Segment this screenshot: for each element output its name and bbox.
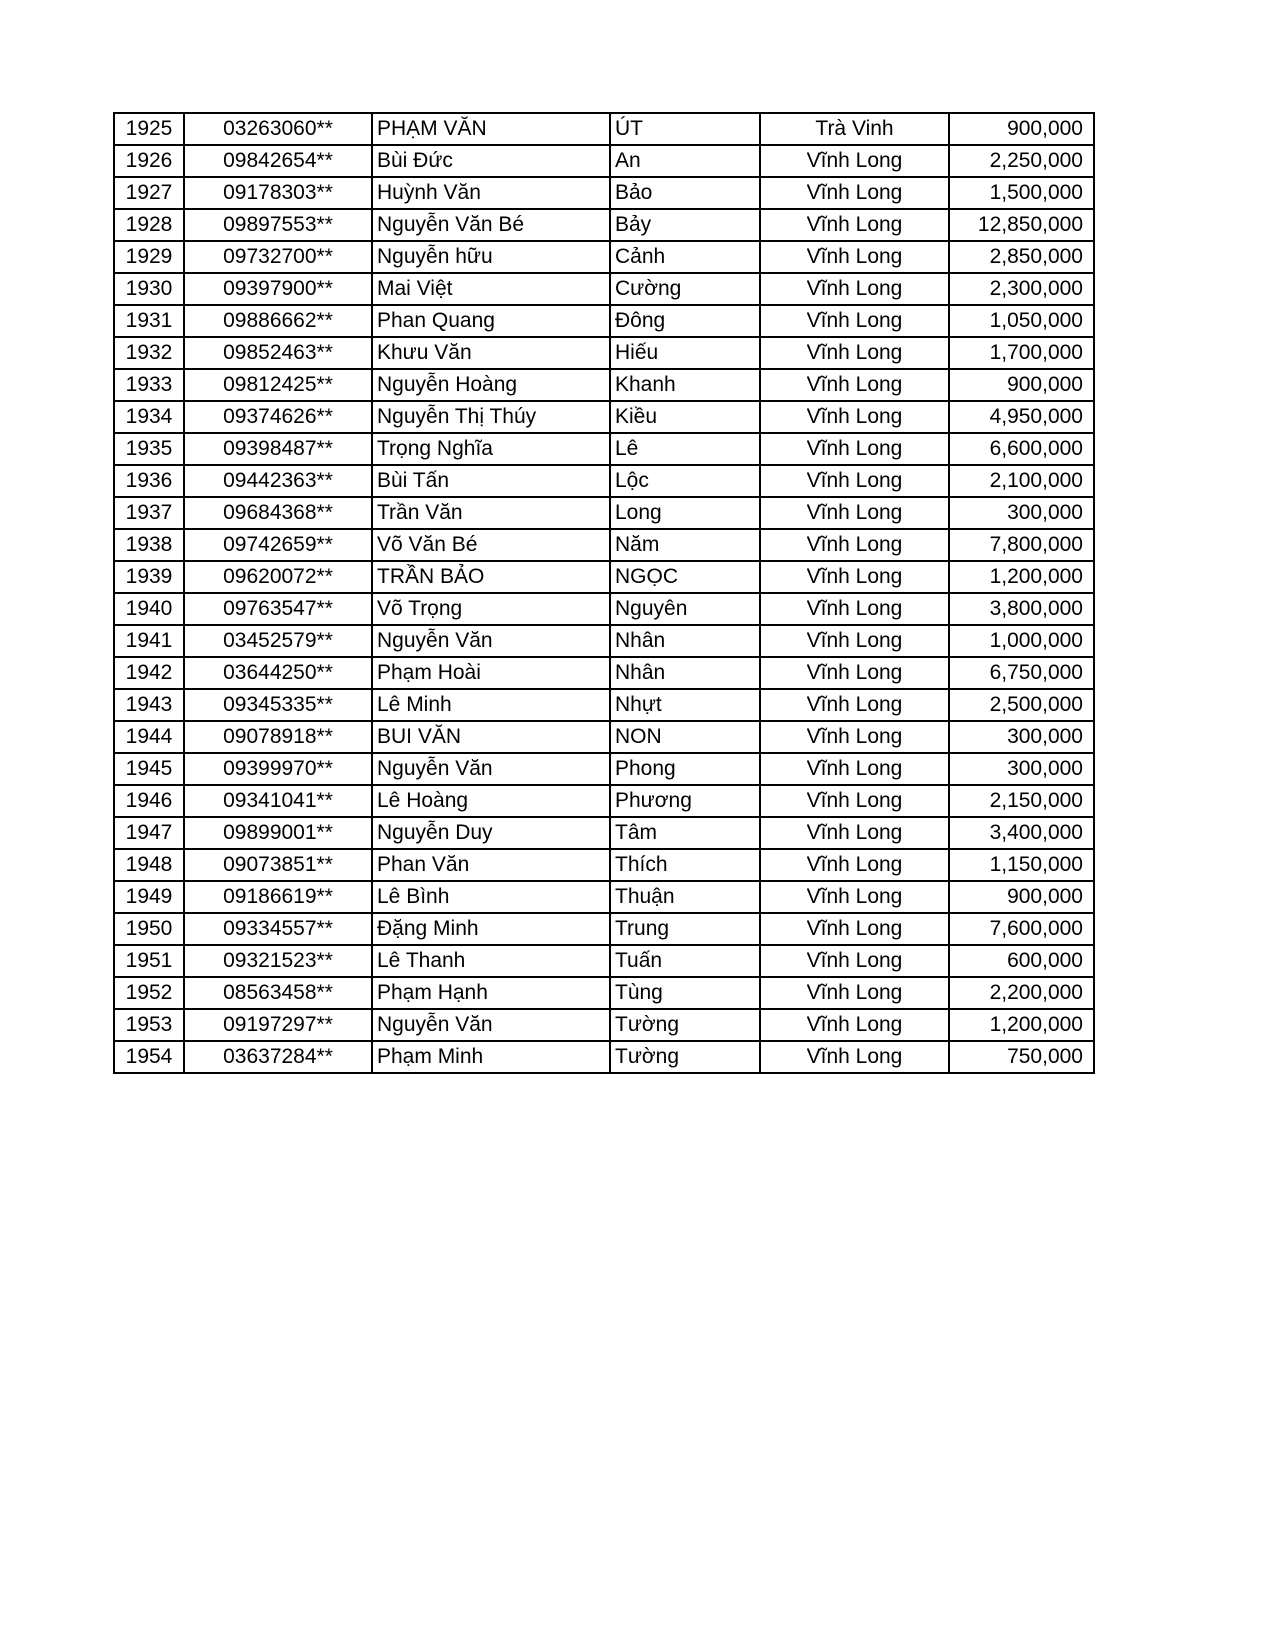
last-name-cell: Nguyễn hữu xyxy=(372,241,610,273)
first-name-cell: Kiều xyxy=(610,401,760,433)
last-name-cell: Nguyễn Văn Bé xyxy=(372,209,610,241)
last-name-cell: Bùi Đức xyxy=(372,145,610,177)
province-cell: Vĩnh Long xyxy=(760,817,949,849)
province-cell: Vĩnh Long xyxy=(760,145,949,177)
last-name-cell: Trần Văn xyxy=(372,497,610,529)
table-row xyxy=(114,913,1094,945)
row-number-cell: 1951 xyxy=(114,945,184,977)
phone-number-cell: 09763547** xyxy=(184,593,372,625)
row-number-cell: 1949 xyxy=(114,881,184,913)
row-number-cell: 1925 xyxy=(114,113,184,145)
amount-cell: 7,600,000 xyxy=(949,913,1094,945)
first-name-cell: NGỌC xyxy=(610,561,760,593)
last-name-cell: Phạm Minh xyxy=(372,1041,610,1073)
amount-cell: 2,500,000 xyxy=(949,689,1094,721)
row-number-cell: 1931 xyxy=(114,305,184,337)
phone-number-cell: 09442363** xyxy=(184,465,372,497)
phone-number-cell: 03637284** xyxy=(184,1041,372,1073)
amount-cell: 2,250,000 xyxy=(949,145,1094,177)
amount-cell: 6,750,000 xyxy=(949,657,1094,689)
row-number-cell: 1933 xyxy=(114,369,184,401)
last-name-cell: Nguyễn Hoàng xyxy=(372,369,610,401)
table-row xyxy=(114,689,1094,721)
amount-cell: 1,000,000 xyxy=(949,625,1094,657)
table-row xyxy=(114,145,1094,177)
last-name-cell: Nguyễn Văn xyxy=(372,753,610,785)
table-row xyxy=(114,817,1094,849)
last-name-cell: Lê Bình xyxy=(372,881,610,913)
amount-cell: 300,000 xyxy=(949,497,1094,529)
first-name-cell: Bảo xyxy=(610,177,760,209)
table-row xyxy=(114,113,1094,145)
province-cell: Vĩnh Long xyxy=(760,305,949,337)
last-name-cell: Đặng Minh xyxy=(372,913,610,945)
phone-number-cell: 09812425** xyxy=(184,369,372,401)
amount-cell: 7,800,000 xyxy=(949,529,1094,561)
table-row xyxy=(114,977,1094,1009)
province-cell: Vĩnh Long xyxy=(760,945,949,977)
table-row xyxy=(114,497,1094,529)
amount-cell: 1,700,000 xyxy=(949,337,1094,369)
phone-number-cell: 03263060** xyxy=(184,113,372,145)
first-name-cell: Nhân xyxy=(610,657,760,689)
row-number-cell: 1941 xyxy=(114,625,184,657)
first-name-cell: Năm xyxy=(610,529,760,561)
row-number-cell: 1942 xyxy=(114,657,184,689)
table-row xyxy=(114,465,1094,497)
first-name-cell: Khanh xyxy=(610,369,760,401)
province-cell: Vĩnh Long xyxy=(760,977,949,1009)
table-row xyxy=(114,241,1094,273)
first-name-cell: ÚT xyxy=(610,113,760,145)
table-row xyxy=(114,593,1094,625)
phone-number-cell: 09073851** xyxy=(184,849,372,881)
last-name-cell: Trọng Nghĩa xyxy=(372,433,610,465)
province-cell: Vĩnh Long xyxy=(760,593,949,625)
first-name-cell: Bảy xyxy=(610,209,760,241)
phone-number-cell: 09178303** xyxy=(184,177,372,209)
province-cell: Vĩnh Long xyxy=(760,785,949,817)
last-name-cell: Khưu Văn xyxy=(372,337,610,369)
first-name-cell: Long xyxy=(610,497,760,529)
amount-cell: 750,000 xyxy=(949,1041,1094,1073)
province-cell: Vĩnh Long xyxy=(760,209,949,241)
row-number-cell: 1940 xyxy=(114,593,184,625)
first-name-cell: Phong xyxy=(610,753,760,785)
province-cell: Vĩnh Long xyxy=(760,625,949,657)
province-cell: Vĩnh Long xyxy=(760,753,949,785)
table-body xyxy=(114,113,1094,1073)
last-name-cell: Võ Trọng xyxy=(372,593,610,625)
table-row xyxy=(114,849,1094,881)
province-cell: Vĩnh Long xyxy=(760,433,949,465)
last-name-cell: TRẦN BẢO xyxy=(372,561,610,593)
row-number-cell: 1945 xyxy=(114,753,184,785)
row-number-cell: 1927 xyxy=(114,177,184,209)
province-cell: Vĩnh Long xyxy=(760,657,949,689)
row-number-cell: 1953 xyxy=(114,1009,184,1041)
table-row xyxy=(114,561,1094,593)
row-number-cell: 1948 xyxy=(114,849,184,881)
province-cell: Vĩnh Long xyxy=(760,1009,949,1041)
row-number-cell: 1939 xyxy=(114,561,184,593)
phone-number-cell: 09186619** xyxy=(184,881,372,913)
last-name-cell: Nguyễn Thị Thúy xyxy=(372,401,610,433)
first-name-cell: Cường xyxy=(610,273,760,305)
phone-number-cell: 03452579** xyxy=(184,625,372,657)
row-number-cell: 1929 xyxy=(114,241,184,273)
first-name-cell: Nguyên xyxy=(610,593,760,625)
row-number-cell: 1952 xyxy=(114,977,184,1009)
amount-cell: 12,850,000 xyxy=(949,209,1094,241)
table-row xyxy=(114,177,1094,209)
phone-number-cell: 09078918** xyxy=(184,721,372,753)
province-cell: Vĩnh Long xyxy=(760,369,949,401)
province-cell: Vĩnh Long xyxy=(760,273,949,305)
first-name-cell: An xyxy=(610,145,760,177)
phone-number-cell: 09852463** xyxy=(184,337,372,369)
last-name-cell: Bùi Tấn xyxy=(372,465,610,497)
row-number-cell: 1930 xyxy=(114,273,184,305)
last-name-cell: Huỳnh Văn xyxy=(372,177,610,209)
first-name-cell: Thích xyxy=(610,849,760,881)
amount-cell: 1,200,000 xyxy=(949,1009,1094,1041)
phone-number-cell: 09886662** xyxy=(184,305,372,337)
amount-cell: 300,000 xyxy=(949,721,1094,753)
last-name-cell: Nguyễn Duy xyxy=(372,817,610,849)
last-name-cell: Phan Văn xyxy=(372,849,610,881)
first-name-cell: Trung xyxy=(610,913,760,945)
first-name-cell: Tâm xyxy=(610,817,760,849)
table-row xyxy=(114,337,1094,369)
amount-cell: 1,200,000 xyxy=(949,561,1094,593)
table-row xyxy=(114,369,1094,401)
row-number-cell: 1954 xyxy=(114,1041,184,1073)
table-row xyxy=(114,657,1094,689)
phone-number-cell: 09397900** xyxy=(184,273,372,305)
row-number-cell: 1935 xyxy=(114,433,184,465)
amount-cell: 1,150,000 xyxy=(949,849,1094,881)
first-name-cell: NON xyxy=(610,721,760,753)
table-row xyxy=(114,433,1094,465)
phone-number-cell: 09684368** xyxy=(184,497,372,529)
first-name-cell: Lộc xyxy=(610,465,760,497)
province-cell: Trà Vinh xyxy=(760,113,949,145)
amount-cell: 300,000 xyxy=(949,753,1094,785)
first-name-cell: Tường xyxy=(610,1041,760,1073)
last-name-cell: Nguyễn Văn xyxy=(372,1009,610,1041)
row-number-cell: 1950 xyxy=(114,913,184,945)
amount-cell: 1,050,000 xyxy=(949,305,1094,337)
table-row xyxy=(114,785,1094,817)
phone-number-cell: 09345335** xyxy=(184,689,372,721)
province-cell: Vĩnh Long xyxy=(760,881,949,913)
first-name-cell: Nhựt xyxy=(610,689,760,721)
table-row xyxy=(114,209,1094,241)
row-number-cell: 1946 xyxy=(114,785,184,817)
province-cell: Vĩnh Long xyxy=(760,401,949,433)
amount-cell: 2,100,000 xyxy=(949,465,1094,497)
amount-cell: 1,500,000 xyxy=(949,177,1094,209)
phone-number-cell: 09897553** xyxy=(184,209,372,241)
amount-cell: 600,000 xyxy=(949,945,1094,977)
table-row xyxy=(114,945,1094,977)
last-name-cell: Lê Minh xyxy=(372,689,610,721)
province-cell: Vĩnh Long xyxy=(760,689,949,721)
first-name-cell: Nhân xyxy=(610,625,760,657)
province-cell: Vĩnh Long xyxy=(760,497,949,529)
amount-cell: 2,300,000 xyxy=(949,273,1094,305)
table-row xyxy=(114,305,1094,337)
phone-number-cell: 09399970** xyxy=(184,753,372,785)
row-number-cell: 1938 xyxy=(114,529,184,561)
first-name-cell: Lê xyxy=(610,433,760,465)
last-name-cell: Phạm Hạnh xyxy=(372,977,610,1009)
data-table xyxy=(113,112,1095,1074)
row-number-cell: 1934 xyxy=(114,401,184,433)
province-cell: Vĩnh Long xyxy=(760,465,949,497)
first-name-cell: Tuấn xyxy=(610,945,760,977)
last-name-cell: Phạm Hoài xyxy=(372,657,610,689)
amount-cell: 2,200,000 xyxy=(949,977,1094,1009)
phone-number-cell: 09899001** xyxy=(184,817,372,849)
first-name-cell: Thuận xyxy=(610,881,760,913)
phone-number-cell: 09842654** xyxy=(184,145,372,177)
amount-cell: 900,000 xyxy=(949,113,1094,145)
last-name-cell: Võ Văn Bé xyxy=(372,529,610,561)
phone-number-cell: 09742659** xyxy=(184,529,372,561)
first-name-cell: Tùng xyxy=(610,977,760,1009)
phone-number-cell: 09732700** xyxy=(184,241,372,273)
table-row xyxy=(114,625,1094,657)
amount-cell: 4,950,000 xyxy=(949,401,1094,433)
phone-number-cell: 09321523** xyxy=(184,945,372,977)
row-number-cell: 1928 xyxy=(114,209,184,241)
row-number-cell: 1947 xyxy=(114,817,184,849)
phone-number-cell: 09374626** xyxy=(184,401,372,433)
row-number-cell: 1936 xyxy=(114,465,184,497)
first-name-cell: Hiếu xyxy=(610,337,760,369)
table-row xyxy=(114,881,1094,913)
first-name-cell: Cảnh xyxy=(610,241,760,273)
phone-number-cell: 08563458** xyxy=(184,977,372,1009)
table-row xyxy=(114,1009,1094,1041)
table-row xyxy=(114,1041,1094,1073)
amount-cell: 6,600,000 xyxy=(949,433,1094,465)
amount-cell: 3,400,000 xyxy=(949,817,1094,849)
row-number-cell: 1937 xyxy=(114,497,184,529)
province-cell: Vĩnh Long xyxy=(760,177,949,209)
first-name-cell: Đông xyxy=(610,305,760,337)
phone-number-cell: 09197297** xyxy=(184,1009,372,1041)
province-cell: Vĩnh Long xyxy=(760,913,949,945)
phone-number-cell: 09398487** xyxy=(184,433,372,465)
table-row xyxy=(114,529,1094,561)
table-row xyxy=(114,401,1094,433)
last-name-cell: Phan Quang xyxy=(372,305,610,337)
table-row xyxy=(114,273,1094,305)
amount-cell: 3,800,000 xyxy=(949,593,1094,625)
phone-number-cell: 09341041** xyxy=(184,785,372,817)
row-number-cell: 1944 xyxy=(114,721,184,753)
last-name-cell: Lê Thanh xyxy=(372,945,610,977)
province-cell: Vĩnh Long xyxy=(760,849,949,881)
province-cell: Vĩnh Long xyxy=(760,241,949,273)
last-name-cell: PHẠM VĂN xyxy=(372,113,610,145)
province-cell: Vĩnh Long xyxy=(760,561,949,593)
first-name-cell: Phương xyxy=(610,785,760,817)
amount-cell: 2,850,000 xyxy=(949,241,1094,273)
province-cell: Vĩnh Long xyxy=(760,1041,949,1073)
phone-number-cell: 09334557** xyxy=(184,913,372,945)
last-name-cell: Mai Việt xyxy=(372,273,610,305)
phone-number-cell: 09620072** xyxy=(184,561,372,593)
table-row xyxy=(114,753,1094,785)
phone-number-cell: 03644250** xyxy=(184,657,372,689)
row-number-cell: 1926 xyxy=(114,145,184,177)
row-number-cell: 1943 xyxy=(114,689,184,721)
last-name-cell: Nguyễn Văn xyxy=(372,625,610,657)
amount-cell: 900,000 xyxy=(949,369,1094,401)
amount-cell: 2,150,000 xyxy=(949,785,1094,817)
province-cell: Vĩnh Long xyxy=(760,337,949,369)
table-row xyxy=(114,721,1094,753)
last-name-cell: Lê Hoàng xyxy=(372,785,610,817)
row-number-cell: 1932 xyxy=(114,337,184,369)
last-name-cell: BUI VĂN xyxy=(372,721,610,753)
amount-cell: 900,000 xyxy=(949,881,1094,913)
province-cell: Vĩnh Long xyxy=(760,529,949,561)
province-cell: Vĩnh Long xyxy=(760,721,949,753)
first-name-cell: Tường xyxy=(610,1009,760,1041)
